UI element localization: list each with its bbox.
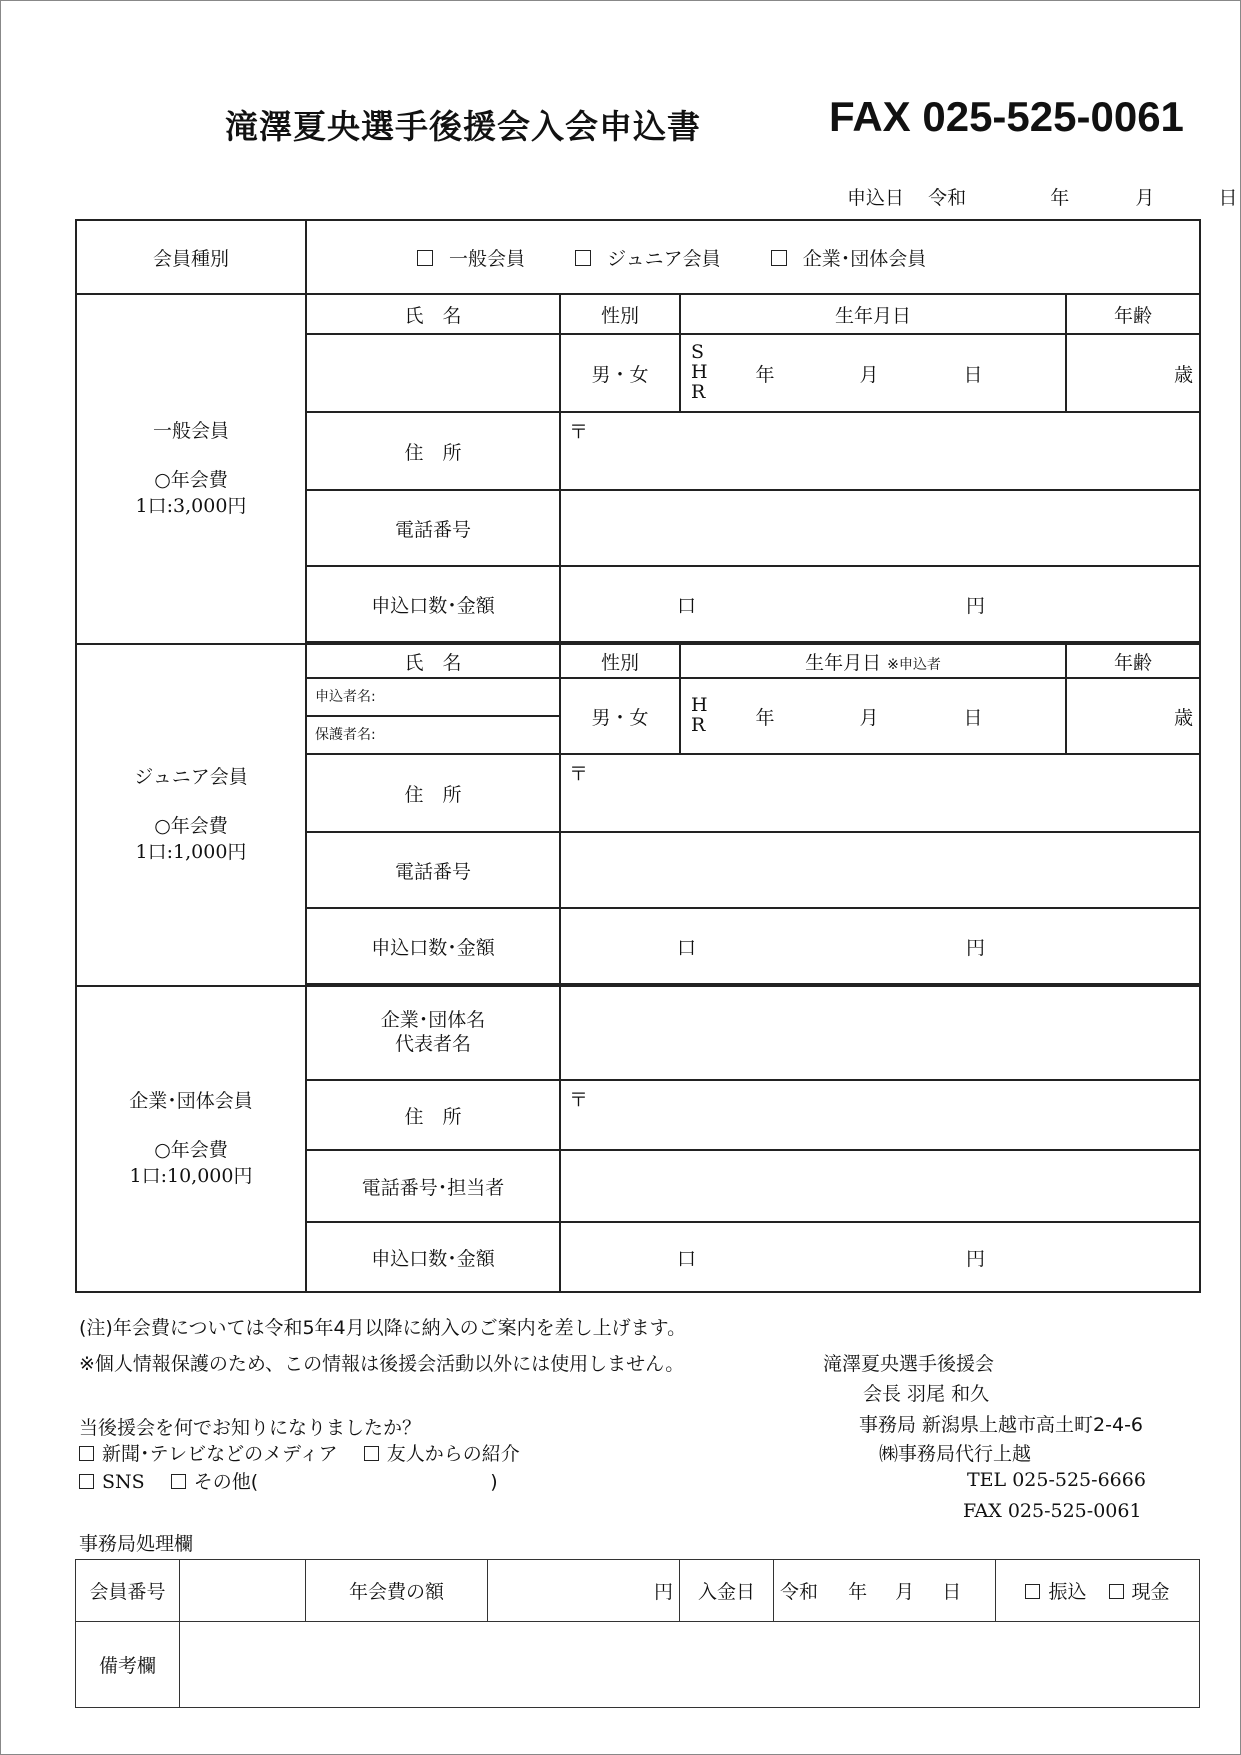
- junior-birth-month: 月: [859, 706, 879, 729]
- payment-month: 月: [895, 1581, 915, 1603]
- payment-date-field[interactable]: [774, 1560, 996, 1622]
- junior-title: ジュニア会員: [134, 765, 248, 788]
- general-amount-field[interactable]: [560, 566, 1200, 642]
- org-office: 事務局 新潟県上越市高土町2-4-6: [859, 1414, 1144, 1436]
- checkbox-icon[interactable]: [575, 250, 591, 266]
- junior-birth-field[interactable]: [680, 678, 1066, 754]
- postal-mark-icon: 〒: [569, 421, 589, 443]
- fee-amount-field[interactable]: [488, 1560, 680, 1622]
- junior-section-label: [76, 644, 306, 986]
- junior-guardian-name[interactable]: 保護者名:: [307, 715, 559, 751]
- junior-yen: 円: [966, 936, 986, 959]
- checkbox-icon[interactable]: [417, 250, 433, 266]
- junior-address-field[interactable]: [560, 754, 1200, 832]
- fee-amount-label: 年会費の額: [306, 1560, 488, 1622]
- remarks-field[interactable]: [180, 1622, 1200, 1708]
- general-age-field[interactable]: 歳: [1066, 334, 1200, 412]
- general-birth-header: 生年月日: [680, 294, 1066, 334]
- app-date-year: 年: [1050, 187, 1070, 209]
- corporate-address-field[interactable]: [560, 1080, 1200, 1150]
- general-gender-header: 性別: [560, 294, 680, 334]
- option-general[interactable]: 一般会員: [417, 244, 525, 271]
- general-fee-label: ○年会費: [154, 469, 228, 492]
- junior-amount-field[interactable]: [560, 908, 1200, 984]
- checkbox-icon[interactable]: [771, 250, 787, 266]
- junior-fee-label: ○年会費: [154, 815, 228, 838]
- question-options-row1: [79, 1439, 520, 1466]
- junior-birth-header: 生年月日 ※申込者: [680, 644, 1066, 678]
- general-age-header: 年齢: [1066, 294, 1200, 334]
- junior-phone-field[interactable]: [560, 832, 1200, 908]
- corporate-fee: 1口:10,000円: [129, 1164, 253, 1187]
- junior-address-label: 住 所: [306, 754, 560, 832]
- app-date-label: 申込日: [847, 187, 905, 209]
- application-table: [75, 219, 1201, 1293]
- corporate-yen: 円: [966, 1247, 986, 1270]
- q-option-other[interactable]: その他( ): [171, 1471, 498, 1493]
- general-birth-day: 日: [963, 363, 983, 386]
- junior-amount-label: 申込口数･金額: [306, 908, 560, 984]
- postal-mark-icon: 〒: [569, 763, 589, 785]
- member-type-label: 会員種別: [76, 220, 306, 294]
- checkbox-icon[interactable]: [171, 1474, 186, 1489]
- general-phone-field[interactable]: [560, 490, 1200, 566]
- corporate-section-label: [76, 986, 306, 1292]
- general-fee: 1口:3,000円: [135, 494, 247, 517]
- org-chair: 会長 羽尾 和久: [863, 1383, 990, 1405]
- office-table: [75, 1559, 1200, 1708]
- org-name: 滝澤夏央選手後援会: [823, 1353, 995, 1375]
- corporate-units: 口: [677, 1247, 697, 1270]
- postal-mark-icon: 〒: [569, 1089, 589, 1111]
- general-birth-month: 月: [859, 363, 879, 386]
- junior-fee: 1口:1,000円: [135, 840, 247, 863]
- fee-yen: 円: [653, 1581, 673, 1603]
- general-birth-field[interactable]: [680, 334, 1066, 412]
- question-options-row2: [79, 1467, 498, 1494]
- org-agent: ㈱事務局代行上越: [879, 1443, 1032, 1465]
- q-option-friend[interactable]: 友人からの紹介: [364, 1443, 520, 1465]
- corporate-org-field[interactable]: [560, 986, 1200, 1080]
- member-no-field[interactable]: [180, 1560, 306, 1622]
- option-transfer[interactable]: 振込: [1025, 1581, 1086, 1603]
- general-yen: 円: [966, 594, 986, 617]
- general-gender-field[interactable]: 男・女: [560, 334, 680, 412]
- general-era-letters: S H R: [691, 341, 708, 403]
- junior-name-header: 氏 名: [306, 644, 560, 678]
- junior-birth-note: ※申込者: [887, 656, 941, 673]
- member-no-label: 会員番号: [76, 1560, 180, 1622]
- app-date-day: 日: [1218, 187, 1238, 209]
- junior-gender-header: 性別: [560, 644, 680, 678]
- payment-date-label: 入金日: [680, 1560, 774, 1622]
- note-privacy: ※個人情報保護のため、この情報は後援会活動以外には使用しません。: [79, 1353, 685, 1375]
- junior-era-letters: H R: [691, 694, 708, 736]
- q-option-sns[interactable]: SNS: [79, 1471, 145, 1493]
- general-title: 一般会員: [152, 419, 229, 442]
- junior-age-field[interactable]: 歳: [1066, 678, 1200, 754]
- member-type-options: [306, 220, 1200, 294]
- general-units: 口: [677, 594, 697, 617]
- general-name-header: 氏 名: [306, 294, 560, 334]
- app-date-month: 月: [1135, 187, 1155, 209]
- corporate-amount-field[interactable]: [560, 1222, 1200, 1292]
- corporate-fee-label: ○年会費: [154, 1139, 228, 1162]
- remarks-label: 備考欄: [76, 1622, 180, 1708]
- payment-year: 年: [848, 1581, 868, 1603]
- fax-header: FAX 025-525-0061: [829, 93, 1184, 140]
- office-section-label: 事務局処理欄: [79, 1533, 194, 1555]
- option-corporate[interactable]: 企業･団体会員: [771, 244, 927, 271]
- general-name-field[interactable]: [306, 334, 560, 412]
- note-fee: (注)年会費については令和5年4月以降に納入のご案内を差し上げます。: [79, 1317, 687, 1339]
- junior-units: 口: [677, 936, 697, 959]
- junior-applicant-name[interactable]: 申込者名:: [315, 689, 376, 705]
- option-cash[interactable]: 現金: [1109, 1581, 1170, 1603]
- corporate-amount-label: 申込口数･金額: [306, 1222, 560, 1292]
- payment-method: [996, 1560, 1200, 1622]
- corporate-phone-label: 電話番号･担当者: [306, 1150, 560, 1222]
- junior-gender-field[interactable]: 男・女: [560, 678, 680, 754]
- option-junior[interactable]: ジュニア会員: [575, 244, 721, 271]
- corporate-phone-field[interactable]: [560, 1150, 1200, 1222]
- general-address-label: 住 所: [306, 412, 560, 490]
- general-section-label: [76, 294, 306, 644]
- general-address-field[interactable]: [560, 412, 1200, 490]
- payment-day: 日: [942, 1581, 962, 1603]
- corporate-title: 企業･団体会員: [129, 1089, 253, 1112]
- junior-name-field[interactable]: [306, 678, 560, 754]
- general-phone-label: 電話番号: [306, 490, 560, 566]
- checkbox-icon[interactable]: [1109, 1584, 1124, 1599]
- q-option-media[interactable]: 新聞･テレビなどのメディア: [79, 1443, 338, 1465]
- junior-phone-label: 電話番号: [306, 832, 560, 908]
- org-tel: TEL 025-525-6666: [967, 1469, 1146, 1491]
- junior-birth-day: 日: [963, 706, 983, 729]
- application-date: [847, 183, 1237, 210]
- corporate-org-label: 企業･団体名 代表者名: [306, 986, 560, 1080]
- org-fax: FAX 025-525-0061: [963, 1500, 1142, 1522]
- corporate-address-label: 住 所: [306, 1080, 560, 1150]
- general-amount-label: 申込口数･金額: [306, 566, 560, 642]
- general-birth-year: 年: [755, 363, 775, 386]
- checkbox-icon[interactable]: [79, 1446, 94, 1461]
- checkbox-icon[interactable]: [79, 1474, 94, 1489]
- checkbox-icon[interactable]: [1025, 1584, 1040, 1599]
- form-title: 滝澤夏央選手後援会入会申込書: [225, 107, 701, 146]
- payment-era: 令和: [780, 1581, 819, 1603]
- checkbox-icon[interactable]: [364, 1446, 379, 1461]
- app-date-era: 令和: [928, 187, 967, 209]
- junior-birth-year: 年: [755, 706, 775, 729]
- junior-age-header: 年齢: [1066, 644, 1200, 678]
- question-text: 当後援会を何でお知りになりましたか？: [79, 1417, 422, 1439]
